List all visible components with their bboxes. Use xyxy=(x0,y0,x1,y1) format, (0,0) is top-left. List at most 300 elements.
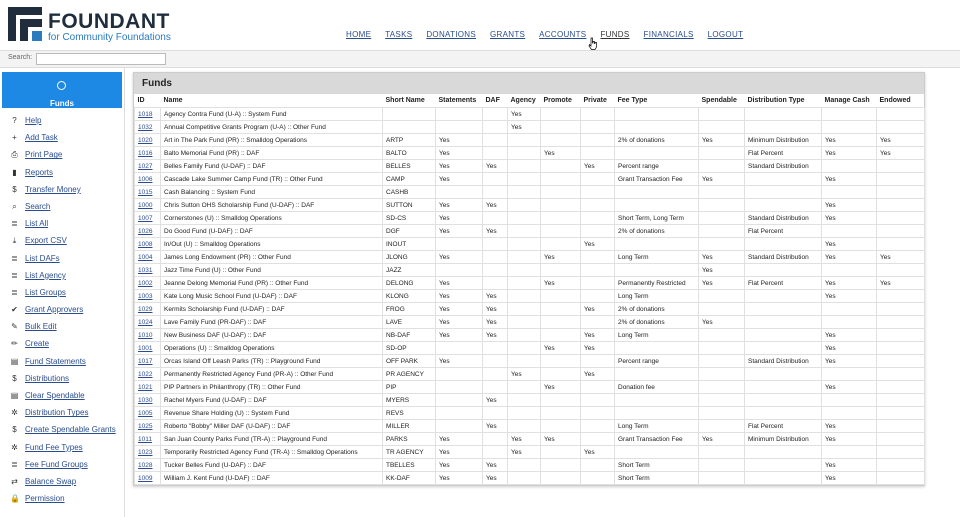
column-header-statements: Statements xyxy=(438,97,477,104)
sidebar-title: Funds xyxy=(50,99,74,108)
table-cell xyxy=(508,186,541,199)
table-cell xyxy=(745,342,822,355)
globe-icon xyxy=(57,81,66,90)
table-cell: Yes xyxy=(822,238,877,251)
table-cell xyxy=(877,121,925,134)
table-cell xyxy=(699,459,745,472)
fund-id-link[interactable]: 1023 xyxy=(138,448,153,456)
table-cell xyxy=(508,160,541,173)
table-cell xyxy=(541,160,581,173)
table-cell xyxy=(581,277,615,290)
fund-id-cell xyxy=(135,121,161,134)
table-row xyxy=(135,121,925,134)
download-icon: ⤓ xyxy=(12,236,17,246)
table-row xyxy=(135,316,925,329)
table-cell xyxy=(508,199,541,212)
list-icon: ≣ xyxy=(11,253,18,263)
table-cell xyxy=(436,420,483,433)
sidebar-item-permission[interactable] xyxy=(0,491,124,508)
column-header-fee-type: Fee Type xyxy=(617,97,648,104)
table-cell xyxy=(699,420,745,433)
foundant-logo-mark-icon xyxy=(8,7,42,41)
nav-link-grants[interactable]: GRANTS xyxy=(490,30,526,39)
table-cell: Permanently Restricted xyxy=(615,277,699,290)
table-cell: SD-CS xyxy=(383,212,436,225)
table-cell xyxy=(483,238,508,251)
sidebar-item-label[interactable]: Fee Fund Groups xyxy=(25,459,88,469)
table-cell: Yes xyxy=(541,381,581,394)
table-cell: Flat Percent xyxy=(745,277,822,290)
table-cell: Yes xyxy=(822,212,877,225)
table-row xyxy=(135,459,925,472)
table-cell xyxy=(822,394,877,407)
table-cell: Yes xyxy=(822,199,877,212)
sidebar-item-label[interactable]: Balance Swap xyxy=(25,476,77,486)
fund-id-link[interactable]: 1008 xyxy=(138,240,153,248)
nav-link-financials[interactable]: FINANCIALS xyxy=(643,30,694,39)
table-row xyxy=(135,407,925,420)
table-cell: William J. Kent Fund (U-DAF) :: DAF xyxy=(161,472,383,485)
table-cell xyxy=(483,186,508,199)
table-cell: 2% of donations xyxy=(615,225,699,238)
table-cell xyxy=(581,121,615,134)
fund-id-link[interactable]: 1004 xyxy=(138,253,153,261)
table-cell: Yes xyxy=(822,329,877,342)
table-cell: James Long Endowment (PR) :: Other Fund xyxy=(161,251,383,264)
table-cell: KK-DAF xyxy=(383,472,436,485)
table-cell: Yes xyxy=(699,134,745,147)
table-cell: Short Term xyxy=(615,472,699,485)
table-row xyxy=(135,212,925,225)
table-cell xyxy=(822,264,877,277)
table-cell xyxy=(483,147,508,160)
table-cell xyxy=(581,199,615,212)
gear-icon: ✲ xyxy=(11,442,18,452)
table-cell: Yes xyxy=(436,433,483,446)
table-row xyxy=(135,238,925,251)
nav-link-logout[interactable]: LOGOUT xyxy=(707,30,744,39)
nav-link-funds[interactable]: FUNDS xyxy=(600,30,630,39)
table-cell xyxy=(877,472,925,485)
table-cell xyxy=(483,264,508,277)
table-cell xyxy=(508,134,541,147)
table-cell: Yes xyxy=(436,472,483,485)
table-cell xyxy=(745,290,822,303)
table-cell: 2% of donations xyxy=(615,303,699,316)
table-cell xyxy=(436,394,483,407)
table-cell: Yes xyxy=(581,368,615,381)
table-cell xyxy=(483,121,508,134)
sidebar-item-label[interactable]: List DAFs xyxy=(25,253,60,263)
table-cell xyxy=(615,199,699,212)
table-cell xyxy=(483,342,508,355)
table-row xyxy=(135,277,925,290)
brand-name: FOUNDANT xyxy=(48,10,170,33)
table-cell: FROG xyxy=(383,303,436,316)
table-row xyxy=(135,251,925,264)
fund-id-link[interactable]: 1010 xyxy=(138,331,153,339)
sidebar-item-label[interactable]: Search xyxy=(25,201,51,211)
fund-id-cell xyxy=(135,160,161,173)
fund-id-link[interactable]: 1009 xyxy=(138,474,153,482)
sidebar-item-balance-swap[interactable] xyxy=(0,474,124,491)
sidebar-item-label[interactable]: Fund Statements xyxy=(25,356,86,366)
table-cell: Standard Distribution xyxy=(745,160,822,173)
table-cell: Yes xyxy=(822,342,877,355)
table-cell: Yes xyxy=(541,342,581,355)
table-cell: Grant Transaction Fee xyxy=(615,173,699,186)
table-cell xyxy=(541,407,581,420)
sidebar-item-fund-fee-types[interactable] xyxy=(0,440,124,457)
table-cell: San Juan County Parks Fund (TR-A) :: Playground Fund xyxy=(161,433,383,446)
list-icon: ≣ xyxy=(11,459,18,469)
sidebar-header xyxy=(2,72,122,108)
table-cell xyxy=(541,212,581,225)
fund-id-link[interactable]: 1030 xyxy=(138,396,153,404)
table-cell xyxy=(699,212,745,225)
table-cell: Yes xyxy=(581,238,615,251)
sidebar-item-label[interactable]: Transfer Money xyxy=(25,184,81,194)
table-row xyxy=(135,147,925,160)
table-cell xyxy=(615,407,699,420)
table-cell: Lave Family Fund (PR-DAF) :: DAF xyxy=(161,316,383,329)
column-header-id: ID xyxy=(137,97,145,104)
table-cell: Yes xyxy=(436,459,483,472)
table-cell xyxy=(877,394,925,407)
table-cell xyxy=(508,303,541,316)
sidebar-item-create[interactable] xyxy=(0,336,124,353)
fund-id-link[interactable]: 1006 xyxy=(138,175,153,183)
table-cell xyxy=(581,433,615,446)
table-cell xyxy=(877,420,925,433)
sidebar-item-add-task[interactable] xyxy=(0,130,124,147)
table-cell xyxy=(483,381,508,394)
column-header-endowed: Endowed xyxy=(879,97,911,104)
sidebar-item-fee-fund-groups[interactable] xyxy=(0,457,124,474)
table-cell: Rachel Myers Fund (U-DAF) :: DAF xyxy=(161,394,383,407)
table-cell: Yes xyxy=(436,225,483,238)
fund-id-link[interactable]: 1016 xyxy=(138,149,153,157)
sidebar-item-create-spendable-grants[interactable] xyxy=(0,422,124,439)
table-cell xyxy=(541,420,581,433)
table-row xyxy=(135,225,925,238)
sidebar-item-label[interactable]: List All xyxy=(25,219,49,229)
table-cell xyxy=(541,225,581,238)
table-cell xyxy=(877,199,925,212)
fund-id-cell xyxy=(135,446,161,459)
table-cell: Jazz Time Fund (U) :: Other Fund xyxy=(161,264,383,277)
fund-id-link[interactable]: 1027 xyxy=(138,162,153,170)
table-cell: TR AGENCY xyxy=(383,446,436,459)
document-icon: ▤ xyxy=(10,391,19,400)
table-cell xyxy=(508,342,541,355)
search-icon: ⌕ xyxy=(12,201,17,211)
table-cell: Yes xyxy=(822,173,877,186)
table-cell: Yes xyxy=(822,147,877,160)
fund-id-link[interactable]: 1020 xyxy=(138,136,153,144)
table-cell: Flat Percent xyxy=(745,420,822,433)
table-cell xyxy=(483,368,508,381)
sidebar-item-list-dafs[interactable] xyxy=(0,251,124,268)
table-cell xyxy=(699,407,745,420)
table-cell: Yes xyxy=(822,381,877,394)
table-cell: Yes xyxy=(877,277,925,290)
sidebar-item-bulk-edit[interactable] xyxy=(0,319,124,336)
table-cell xyxy=(877,381,925,394)
fund-id-link[interactable]: 1032 xyxy=(138,123,153,131)
table-cell xyxy=(745,446,822,459)
table-cell xyxy=(541,108,581,121)
fund-id-link[interactable]: 1029 xyxy=(138,305,153,313)
fund-id-link[interactable]: 1025 xyxy=(138,422,153,430)
table-cell xyxy=(615,238,699,251)
fund-id-cell xyxy=(135,225,161,238)
sidebar-item-label[interactable]: Fund Fee Types xyxy=(25,442,83,452)
fund-id-cell xyxy=(135,290,161,303)
table-row xyxy=(135,433,925,446)
table-cell xyxy=(745,173,822,186)
lock-icon: 🔒 xyxy=(10,494,20,504)
sidebar-item-help[interactable] xyxy=(0,113,124,130)
sidebar-item-label[interactable]: Reports xyxy=(25,167,54,177)
search-input[interactable] xyxy=(36,53,166,65)
table-cell xyxy=(483,212,508,225)
sidebar-item-label[interactable]: List Agency xyxy=(25,270,66,280)
gear-icon: ✲ xyxy=(11,408,18,418)
table-cell: MYERS xyxy=(383,394,436,407)
table-cell: KLONG xyxy=(383,290,436,303)
table-cell xyxy=(699,186,745,199)
table-cell xyxy=(581,472,615,485)
foundant-logo[interactable] xyxy=(8,7,188,43)
table-cell xyxy=(541,394,581,407)
sidebar-item-label[interactable]: List Groups xyxy=(25,287,66,297)
sidebar-menu xyxy=(0,113,124,508)
fund-id-link[interactable]: 1028 xyxy=(138,461,153,469)
fund-id-link[interactable]: 1005 xyxy=(138,409,153,417)
table-cell xyxy=(541,173,581,186)
fund-id-cell xyxy=(135,264,161,277)
column-header-short-name: Short Name xyxy=(385,97,425,104)
table-cell: PR AGENCY xyxy=(383,368,436,381)
sidebar-item-label[interactable]: Help xyxy=(25,116,42,125)
table-cell: Yes xyxy=(436,277,483,290)
table-cell xyxy=(436,238,483,251)
fund-id-link[interactable]: 1003 xyxy=(138,292,153,300)
table-cell xyxy=(615,264,699,277)
table-cell: Agency Contra Fund (U-A) :: System Fund xyxy=(161,108,383,121)
table-cell xyxy=(436,121,483,134)
table-row xyxy=(135,394,925,407)
fund-id-link[interactable]: 1002 xyxy=(138,279,153,287)
fund-id-link[interactable]: 1026 xyxy=(138,227,153,235)
table-cell: Annual Competitive Grants Program (U-A) :: Other Fund xyxy=(161,121,383,134)
table-cell xyxy=(877,108,925,121)
table-cell xyxy=(699,238,745,251)
table-cell xyxy=(699,147,745,160)
table-cell: Yes xyxy=(483,472,508,485)
fund-id-link[interactable]: 1007 xyxy=(138,214,153,222)
table-cell xyxy=(508,264,541,277)
sidebar xyxy=(0,68,125,517)
table-cell xyxy=(581,407,615,420)
table-cell: Yes xyxy=(877,147,925,160)
table-cell: Yes xyxy=(822,420,877,433)
fund-id-link[interactable]: 1015 xyxy=(138,188,153,196)
table-cell xyxy=(745,472,822,485)
table-cell: Yes xyxy=(436,446,483,459)
nav-link-home[interactable]: HOME xyxy=(346,30,372,39)
fund-id-cell xyxy=(135,251,161,264)
sidebar-item-label[interactable]: Clear Spendable xyxy=(25,391,85,400)
sidebar-item-list-groups[interactable] xyxy=(0,285,124,302)
fund-id-cell xyxy=(135,147,161,160)
table-cell xyxy=(745,407,822,420)
table-cell xyxy=(508,407,541,420)
table-cell: PIP xyxy=(383,381,436,394)
column-header-daf: DAF xyxy=(485,97,500,104)
table-cell xyxy=(508,173,541,186)
sidebar-item-distributions[interactable] xyxy=(0,371,124,388)
sidebar-item-label[interactable]: Distribution Types xyxy=(25,408,89,418)
table-cell xyxy=(508,212,541,225)
sidebar-item-label[interactable]: Permission xyxy=(25,494,65,504)
table-cell xyxy=(699,368,745,381)
table-cell: CAMP xyxy=(383,173,436,186)
fund-id-link[interactable]: 1000 xyxy=(138,201,153,209)
table-cell xyxy=(541,472,581,485)
fund-id-cell xyxy=(135,381,161,394)
table-cell: Yes xyxy=(436,290,483,303)
table-row xyxy=(135,186,925,199)
table-cell: Flat Percent xyxy=(745,225,822,238)
table-cell xyxy=(436,368,483,381)
table-cell xyxy=(581,134,615,147)
table-cell xyxy=(483,355,508,368)
table-cell xyxy=(508,459,541,472)
sidebar-item-label[interactable]: Grant Approvers xyxy=(25,305,84,315)
table-cell: Yes xyxy=(699,316,745,329)
fund-id-link[interactable]: 1017 xyxy=(138,357,153,365)
sidebar-item-export-csv[interactable] xyxy=(0,233,124,250)
sidebar-item-fund-statements[interactable] xyxy=(0,354,124,371)
table-cell: Minimum Distribution xyxy=(745,134,822,147)
table-cell: Percent range xyxy=(615,355,699,368)
table-cell xyxy=(877,459,925,472)
sidebar-item-label[interactable]: Distributions xyxy=(25,373,70,383)
nav-link-tasks[interactable]: TASKS xyxy=(385,30,413,39)
table-cell: Yes xyxy=(436,160,483,173)
table-cell: Yes xyxy=(508,108,541,121)
table-cell: Yes xyxy=(822,290,877,303)
table-cell xyxy=(822,108,877,121)
table-cell: Kermits Scholarship Fund (U-DAF) :: DAF xyxy=(161,303,383,316)
table-cell: ARTP xyxy=(383,134,436,147)
sidebar-item-transfer-money[interactable] xyxy=(0,182,124,199)
fund-id-link[interactable]: 1024 xyxy=(138,318,153,326)
print-icon: ⎙ xyxy=(11,150,18,160)
sidebar-item-list-agency[interactable] xyxy=(0,268,124,285)
table-cell: Short Term, Long Term xyxy=(615,212,699,225)
column-header-spendable: Spendable xyxy=(701,97,737,104)
table-cell xyxy=(745,238,822,251)
sidebar-item-clear-spendable[interactable] xyxy=(0,388,124,405)
table-cell xyxy=(877,355,925,368)
sidebar-item-label[interactable]: Export CSV xyxy=(25,236,67,246)
table-cell xyxy=(699,342,745,355)
table-row xyxy=(135,329,925,342)
sidebar-item-grant-approvers[interactable] xyxy=(0,302,124,319)
table-cell xyxy=(581,251,615,264)
table-cell xyxy=(508,420,541,433)
table-cell xyxy=(877,446,925,459)
table-cell: Cash Balancing :: System Fund xyxy=(161,186,383,199)
fund-id-link[interactable]: 1018 xyxy=(138,110,153,118)
fund-id-cell xyxy=(135,303,161,316)
sidebar-item-label[interactable]: Bulk Edit xyxy=(25,322,57,332)
table-cell xyxy=(822,316,877,329)
sidebar-item-label[interactable]: Print Page xyxy=(25,150,63,160)
table-cell xyxy=(581,108,615,121)
fund-id-link[interactable]: 1031 xyxy=(138,266,153,274)
table-cell: Yes xyxy=(436,329,483,342)
fund-id-link[interactable]: 1021 xyxy=(138,383,153,391)
sidebar-item-label[interactable]: Create xyxy=(25,339,50,349)
fund-id-cell xyxy=(135,420,161,433)
fund-id-link[interactable]: 1022 xyxy=(138,370,153,378)
sidebar-item-list-all[interactable] xyxy=(0,216,124,233)
check-icon: ✔ xyxy=(11,305,18,315)
fund-id-cell xyxy=(135,394,161,407)
table-cell xyxy=(541,290,581,303)
sidebar-item-print-page[interactable] xyxy=(0,147,124,164)
table-cell xyxy=(383,108,436,121)
table-cell: Roberto "Bobby" Miller DAF (U-DAF) :: DAF xyxy=(161,420,383,433)
fund-id-link[interactable]: 1001 xyxy=(138,344,153,352)
table-cell: New Business DAF (U-DAF) :: DAF xyxy=(161,329,383,342)
sidebar-item-distribution-types[interactable] xyxy=(0,405,124,422)
sidebar-item-reports[interactable] xyxy=(0,165,124,182)
table-cell xyxy=(483,446,508,459)
hand-cursor-icon xyxy=(588,37,598,50)
table-cell: 2% of donations xyxy=(615,316,699,329)
table-cell xyxy=(581,316,615,329)
table-cell xyxy=(822,407,877,420)
fund-id-cell xyxy=(135,134,161,147)
nav-link-donations[interactable]: DONATIONS xyxy=(426,30,477,39)
table-cell: Short Term xyxy=(615,459,699,472)
table-cell: Yes xyxy=(483,329,508,342)
nav-link-accounts[interactable]: ACCOUNTS xyxy=(539,30,587,39)
table-cell: PIP Partners in Philanthropy (TR) :: Other Fund xyxy=(161,381,383,394)
fund-id-link[interactable]: 1011 xyxy=(138,435,152,443)
table-cell xyxy=(822,121,877,134)
sidebar-item-label[interactable]: Add Task xyxy=(25,133,58,143)
table-cell xyxy=(877,342,925,355)
table-cell: Yes xyxy=(436,303,483,316)
fund-id-cell xyxy=(135,186,161,199)
table-row xyxy=(135,446,925,459)
sidebar-item-label[interactable]: Create Spendable Grants xyxy=(25,425,116,435)
table-cell: Yes xyxy=(436,316,483,329)
fund-id-cell xyxy=(135,329,161,342)
table-cell: Long Term xyxy=(615,290,699,303)
table-cell xyxy=(699,394,745,407)
sidebar-item-search[interactable] xyxy=(0,199,124,216)
table-cell: Yes xyxy=(699,433,745,446)
table-row xyxy=(135,420,925,433)
column-header-manage-cash: Manage Cash xyxy=(824,97,870,104)
